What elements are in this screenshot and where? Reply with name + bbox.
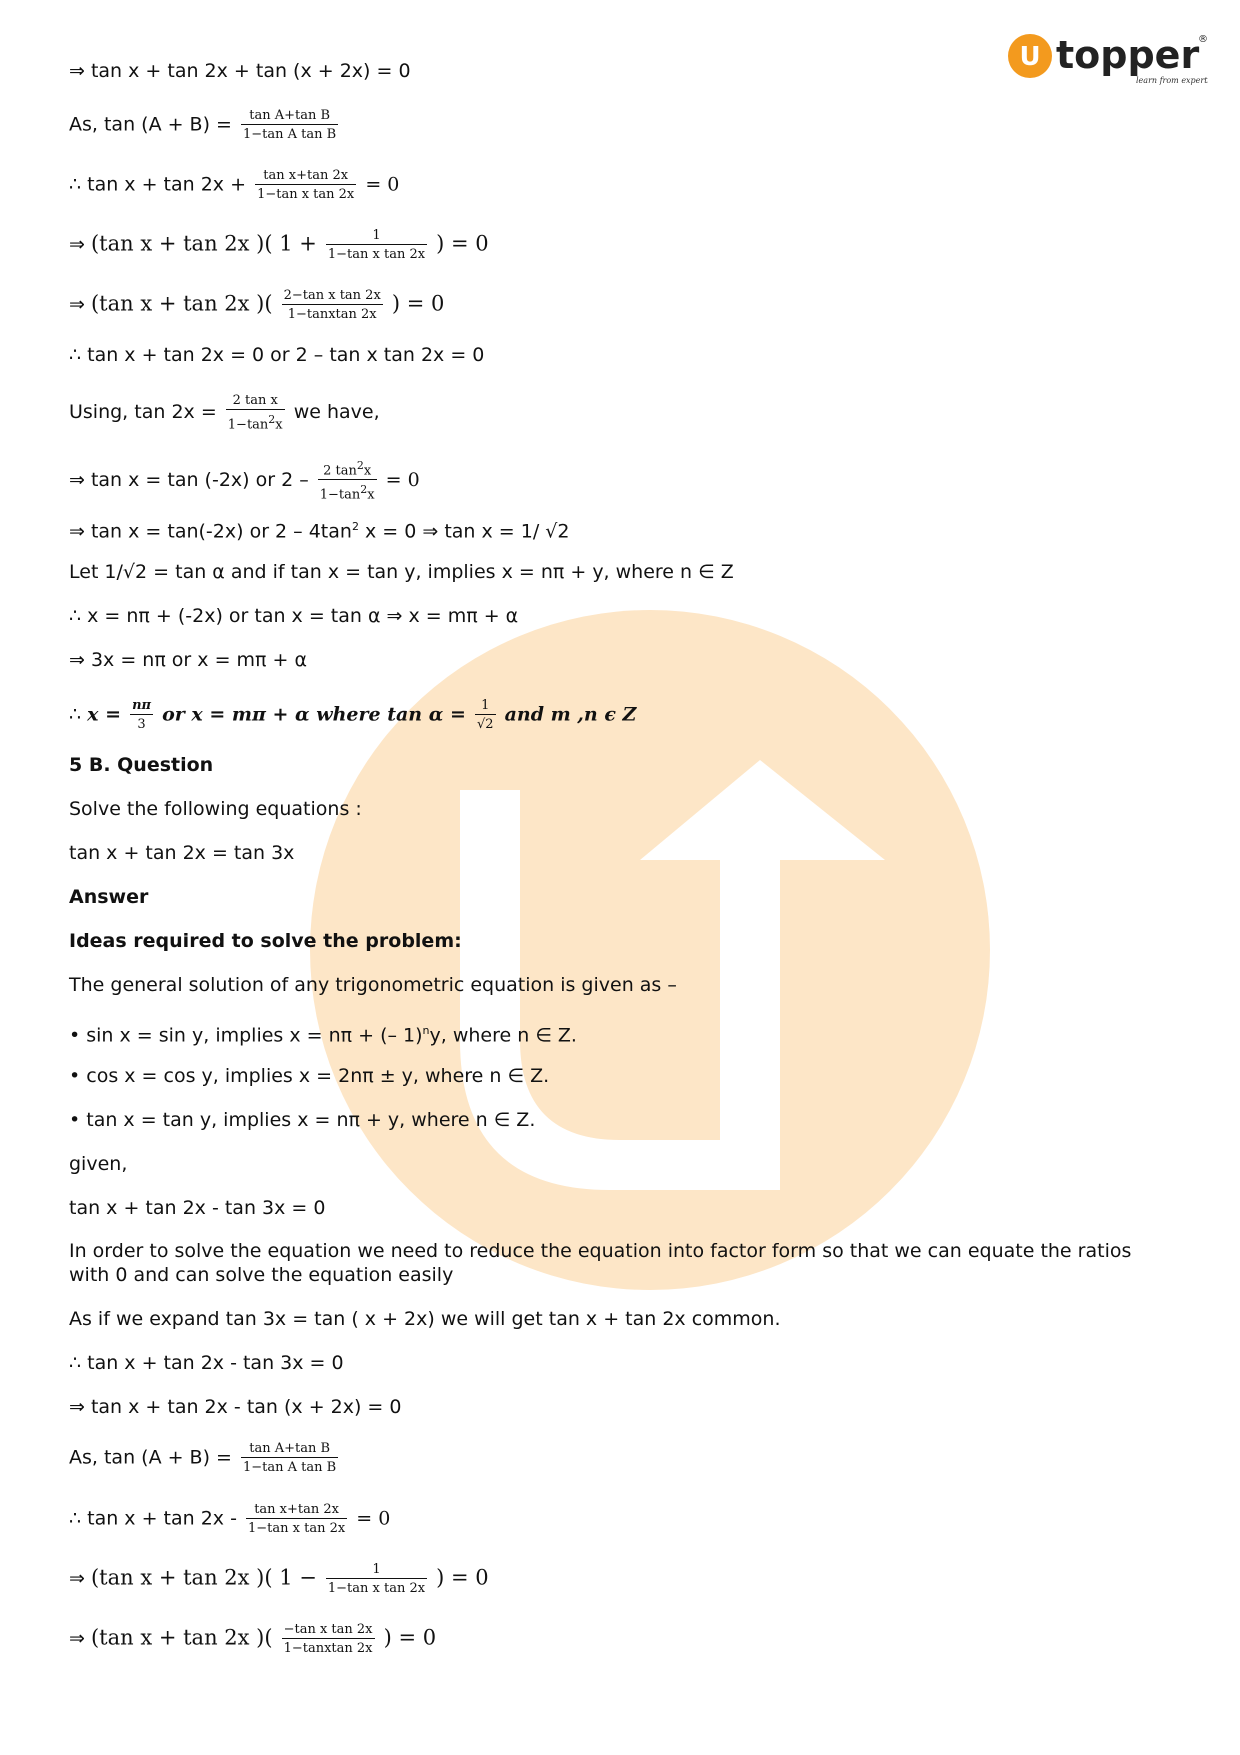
- line-10: Let 1/√2 = tan α and if tan x = tan y, implies x = nπ + y, where n ∈ Z: [69, 561, 734, 583]
- question-equation: tan x + tan 2x = tan 3x: [69, 842, 295, 864]
- question-prompt: Solve the following equations :: [69, 798, 362, 820]
- line-5: ⇒ (tan x + tan 2x )( $\frac{\text{2−tan x tan 2x}}{\text{1−tanxtan 2x}}$ ) = 0: [69, 288, 445, 322]
- ideas-label: Ideas required to solve the problem:: [69, 930, 462, 952]
- line-2: As, tan (A + B) = $\frac{\text{tan A+tan B}}{\text{1−tan A tan B}}$: [69, 108, 337, 142]
- line-11: ∴ x = nπ + (-2x) or tan x = tan α ⇒ x = mπ + α: [69, 605, 519, 627]
- step-2: ⇒ tan x + tan 2x - tan (x + 2x) = 0: [69, 1396, 402, 1418]
- line-4: ⇒ (tan x + tan 2x )( 1 + $\frac{1}{\text{1−tan x tan 2x}}$ ) = 0: [69, 228, 489, 262]
- bullet-sin: • sin x = sin y, implies x = nπ + (– 1)$^n$y, where n ∈ Z.: [69, 1024, 577, 1047]
- factor-explanation: In order to solve the equation we need to reduce the equation into factor form so that we can equate the ratios with 0 and can solve the equation easily: [69, 1240, 1132, 1286]
- general-solution-text: The general solution of any trigonometric equation is given as –: [69, 974, 677, 996]
- line-7: Using, tan 2x = $\frac{\text{2 tan x}}{1-\tan^2x}$ we have,: [69, 393, 380, 433]
- line-9: ⇒ tan x = tan(-2x) or $2 - 4\tan^2$ x = 0 ⇒ tan x = 1/ √2: [69, 520, 570, 543]
- expand-explanation: As if we expand tan 3x = tan ( x + 2x) we will get tan x + tan 2x common.: [69, 1308, 781, 1330]
- step-1: ∴ tan x + tan 2x - tan 3x = 0: [69, 1352, 344, 1374]
- line-6: ∴ tan x + tan 2x = 0 or 2 – tan x tan 2x = 0: [69, 344, 485, 366]
- line-final-solution: ∴ x = $\frac{n\pi}{3}$ or x = mπ + α where tan α = $\frac{1}{√2}$ and m ,n ϵ Z: [69, 698, 637, 732]
- line-1: ⇒ tan x + tan 2x + tan (x + 2x) = 0: [69, 60, 411, 82]
- bullet-cos: • cos x = cos y, implies x = 2nπ ± y, where n ∈ Z.: [69, 1065, 550, 1087]
- logo-glyph: U: [1019, 42, 1041, 72]
- step-3: As, tan (A + B) = $\frac{\text{tan A+tan B}}{\text{1−tan A tan B}}$: [69, 1441, 337, 1475]
- given-label: given,: [69, 1153, 128, 1175]
- topper-logo-mark: [1008, 30, 1208, 90]
- line-8: ⇒ tan x = tan (-2x) or 2 – $\frac{2 \tan^2x}{1-\tan^2x}$ = 0: [69, 459, 420, 503]
- step-6: ⇒ (tan x + tan 2x )( $\frac{\text{−tan x tan 2x}}{\text{1−tanxtan 2x}}$ ) = 0: [69, 1622, 437, 1656]
- logo-registered: ®: [1198, 34, 1208, 45]
- logo-wordmark: topper: [1056, 33, 1200, 77]
- line-3: ∴ tan x + tan 2x + $\frac{\text{tan x+tan 2x}}{\text{1−tan x tan 2x}}$ = 0: [69, 168, 400, 202]
- step-5: ⇒ (tan x + tan 2x )( 1 − $\frac{1}{\text{1−tan x tan 2x}}$ ) = 0: [69, 1562, 489, 1596]
- step-4: ∴ tan x + tan 2x - $\frac{\text{tan x+tan 2x}}{\text{1−tan x tan 2x}}$ = 0: [69, 1502, 391, 1536]
- answer-label: Answer: [69, 886, 149, 908]
- given-equation: tan x + tan 2x - tan 3x = 0: [69, 1197, 326, 1219]
- question-heading: 5 B. Question: [69, 754, 214, 776]
- bullet-tan: • tan x = tan y, implies x = nπ + y, where n ∈ Z.: [69, 1109, 536, 1131]
- line-12: ⇒ 3x = nπ or x = mπ + α: [69, 649, 308, 671]
- logo-tagline: learn from experts: [1136, 76, 1208, 85]
- fraction-tan-sum: $\frac{\text{tan A+tan B}}{\text{1−tan A tan B}}$: [243, 108, 337, 142]
- topper-logo: [1008, 30, 1208, 90]
